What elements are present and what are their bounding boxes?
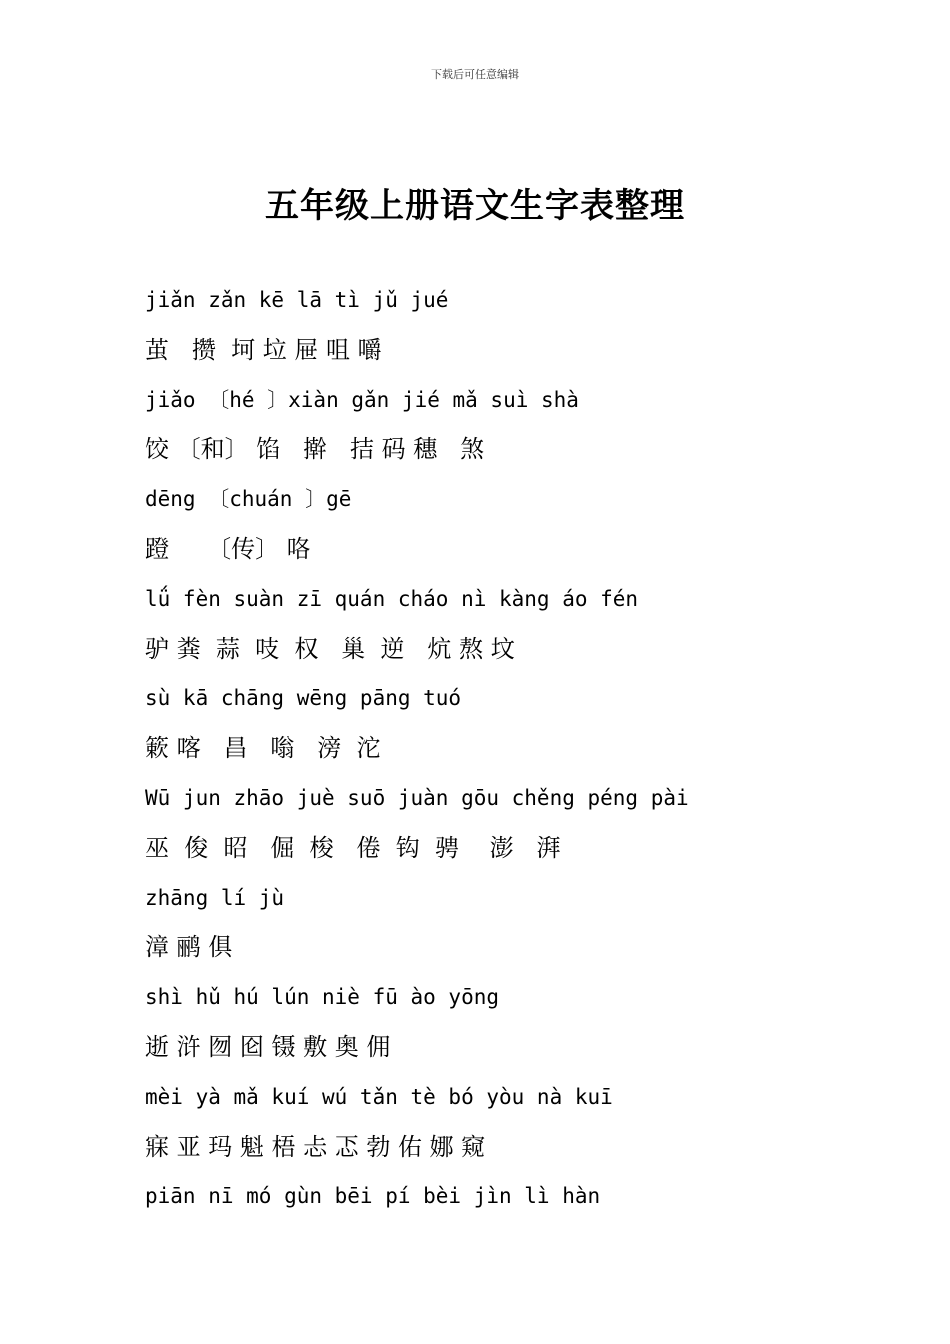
pinyin-line: Wū jun zhāo juè suō juàn gōu chěng péng pài xyxy=(145,785,689,810)
document-title: 五年级上册语文生字表整理 xyxy=(265,186,685,226)
hanzi-line: 逝 浒 囫 囵 镊 敷 奥 佣 xyxy=(145,1032,391,1061)
hanzi-line: 饺 〔和〕 馅 擀 拮 码 穗 煞 xyxy=(145,435,485,464)
pinyin-line: zhāng lí jù xyxy=(145,885,285,910)
pinyin-line: piān nī mó gùn bēi pí bèi jìn lì hàn xyxy=(145,1184,601,1209)
pinyin-line: jiǎo 〔hé 〕xiàn gǎn jié mǎ suì shà xyxy=(145,387,579,412)
hanzi-line: 蹬 〔传〕 咯 xyxy=(145,534,311,563)
vocabulary-list xyxy=(145,280,845,1226)
pinyin-line: mèi yà mǎ kuí wú tǎn tè bó yòu nà kuī xyxy=(145,1084,613,1109)
pinyin-line: jiǎn zǎn kē lā tì jǔ jué xyxy=(145,288,449,312)
page-header: 下载后可任意编辑 xyxy=(431,68,519,81)
hanzi-line: 茧 攒 坷 垃 屉 咀 嚼 xyxy=(145,335,382,364)
hanzi-line: 簌 喀 昌 嗡 滂 沱 xyxy=(145,734,381,763)
hanzi-line: 巫 俊 昭 倔 梭 倦 钩 骋 澎 湃 xyxy=(145,833,561,862)
hanzi-line: 寐 亚 玛 魁 梧 忐 忑 勃 佑 娜 窥 xyxy=(145,1132,486,1161)
pinyin-line: lǘ fèn suàn zī quán cháo nì kàng áo fén xyxy=(145,586,639,611)
pinyin-line: dēng 〔chuán 〕gē xyxy=(145,487,352,512)
hanzi-line: 漳 鹂 俱 xyxy=(145,933,233,962)
hanzi-line: 驴 粪 蒜 吱 权 巢 逆 炕 熬 坟 xyxy=(145,634,515,663)
pinyin-line: shì hǔ hú lún niè fū ào yōng xyxy=(145,985,500,1010)
pinyin-line: sù kā chāng wēng pāng tuó xyxy=(145,686,462,711)
